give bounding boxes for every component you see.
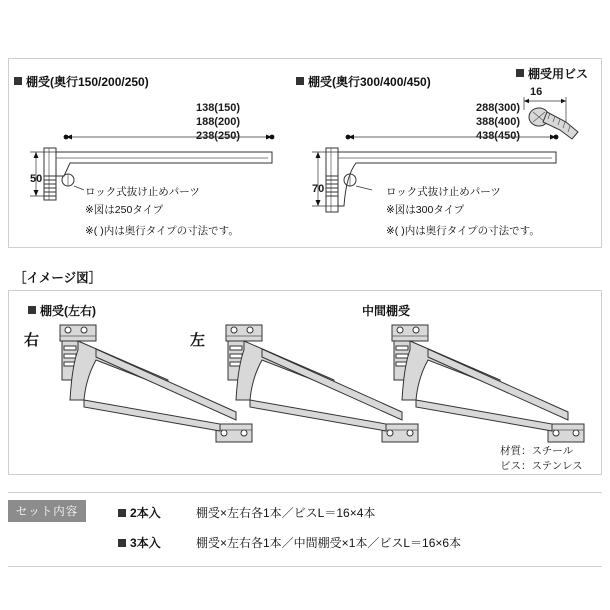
image-group-title-right: 中間棚受 [362,304,411,318]
image-group-title-left: 棚受(左右) [28,302,96,319]
paren-note-large: ※( )内は奥行タイプの寸法です。 [386,225,540,237]
height-dimension-small: 50 [30,173,43,185]
image-view-heading: ［イメージ図］ [14,271,102,285]
bracket-illustration-right [60,325,252,442]
label-left-bracket: 左 [190,332,206,349]
type-note-small: ※図は250タイプ [85,204,164,216]
dimension-list-small: 138(150) 188(200) 238(250) [195,102,240,142]
material-note: 材質：スチール ビス：ステンレス [500,445,583,472]
divider-top [8,492,602,493]
set-row-2-amount: 3本入 [118,534,161,551]
section-title-large-bracket: 棚受(奥行300/400/450) [296,73,431,90]
set-row-2-desc: 棚受×左右各1本／中間棚受×1本／ビスL＝16×6本 [196,536,462,550]
set-row-1-desc: 棚受×左右各1本／ビスL＝16×4本 [196,506,376,520]
bracket-illustration-middle [392,325,584,442]
type-note-large: ※図は300タイプ [386,204,465,216]
set-row-1-amount: 2本入 [118,504,161,521]
dimension-list-large: 288(300) 388(400) 438(450) [475,102,520,142]
height-dimension-large: 70 [312,183,325,195]
set-contents-badge: セット内容 [8,500,86,522]
lock-note-large: ロック式抜け止めパーツ [386,186,501,198]
lock-note-small: ロック式抜け止めパーツ [85,186,200,198]
divider-bottom [8,566,602,567]
screw-length-dimension: 16 [530,86,543,98]
label-right-bracket: 右 [24,332,40,349]
section-title-screw: 棚受用ビス [516,65,588,82]
bracket-illustration-left [226,325,418,442]
paren-note-small: ※( )内は奥行タイプの寸法です。 [85,225,239,237]
bullet-square-icon [118,509,126,517]
bullet-square-icon [118,539,126,547]
section-title-small-bracket: 棚受(奥行150/200/250) [14,73,149,90]
